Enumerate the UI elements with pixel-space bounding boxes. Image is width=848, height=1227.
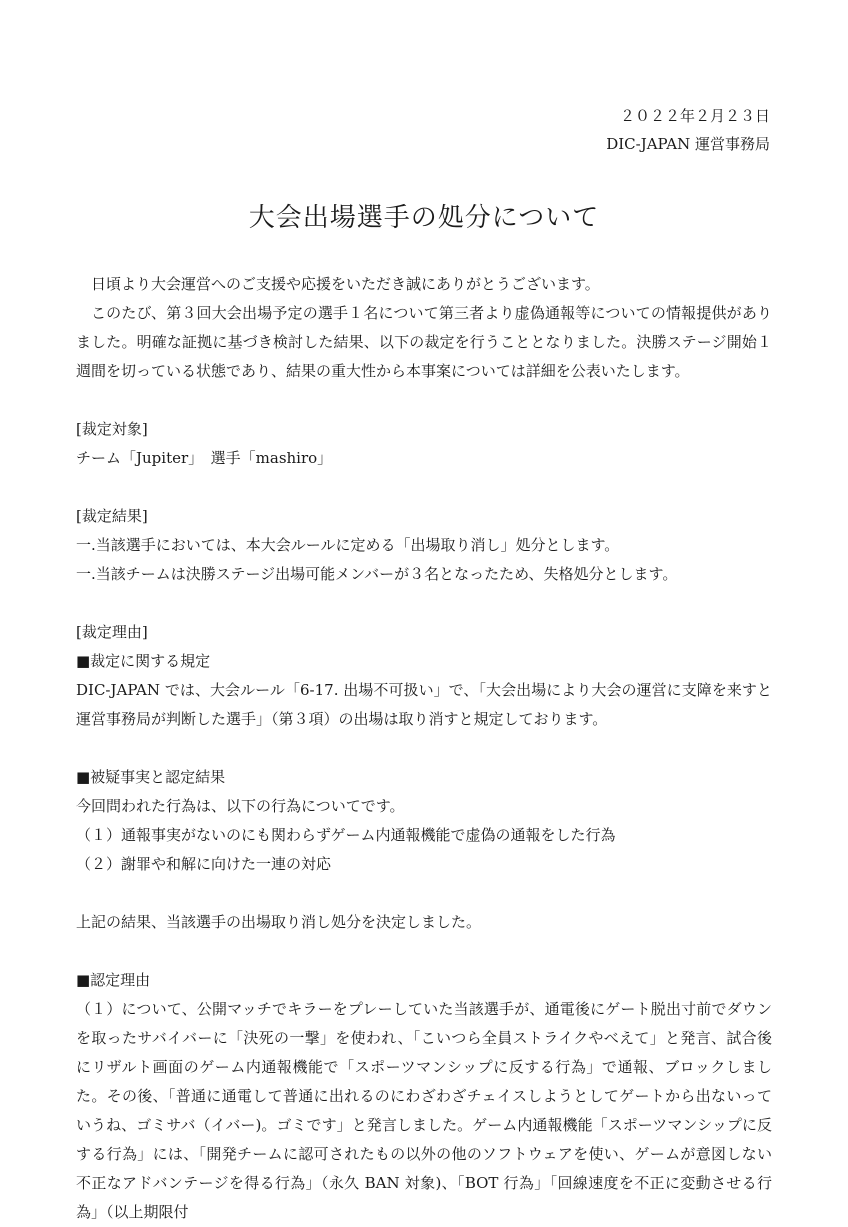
spacer — [76, 473, 772, 502]
spacer — [76, 937, 772, 966]
spacer — [76, 589, 772, 618]
result-item: 一.当該チームは決勝ステージ出場可能メンバーが３名となったため、失格処分とします。 — [76, 565, 678, 583]
issue-date: ２０２２年２月２３日 — [619, 107, 770, 125]
result-item: 一.当該選手においては、本大会ルールに定める「出場取り消し」処分とします。 — [76, 536, 620, 554]
intro-paragraph: このたび、第３回大会出場予定の選手１名について第三者より虚偽通報等についての情報提供がありました。明確な証拠に基づき検討した結果、以下の裁定を行うこととなりました。決勝ステージ開始１週間を切っている状態であり、結果の重大性から本事案については詳細を公表いたします。 — [76, 304, 772, 380]
result-heading: [裁定結果] — [76, 507, 148, 525]
issuer-organization: DIC-JAPAN 運営事務局 — [606, 135, 770, 153]
document-header — [76, 102, 772, 158]
facts-heading: ■被疑事実と認定結果 — [76, 768, 226, 786]
facts-lead: 今回問われた行為は、以下の行為についてです。 — [76, 797, 405, 815]
rules-heading: ■裁定に関する規定 — [76, 652, 211, 670]
spacer — [76, 879, 772, 908]
spacer — [76, 386, 772, 415]
grounds-text: （１）について、公開マッチでキラーをプレーしていた当該選手が、通電後にゲート脱出寸前でダウンを取ったサバイバーに「決死の一撃」を使われ、「こいつら全員ストライクやべえて」と発言、試合後にリザルト画面のゲーム内通報機能で「スポーツマンシップに反する行為」で通報、ブロックしました。その後、「普通に通電して普通に出れるのにわざわざチェイスしようとしてゲートから出ないっていうね、ゴミサバ（イバー)。ゴミです」と発言しました。ゲーム内通報機能「スポーツマンシップに反する行為」には、「開発チームに認可されたもの以外の他のソフトウェアを使い、ゲームが意図しない不正なアドバンテージを得る行為」（永久 BAN 対象)、「BOT 行為」「回線速度を不正に変動させる行為」（以上期限付 — [76, 1000, 772, 1221]
spacer — [76, 734, 772, 763]
rules-text: DIC-JAPAN では、大会ルール「6-17. 出場不可扱い」で、「大会出場により大会の運営に支障を来すと運営事務局が判断した選手」（第３項）の出場は取り消すと規定しております。 — [76, 681, 772, 728]
grounds-heading: ■認定理由 — [76, 971, 151, 989]
facts-item: （２）謝罪や和解に向けた一連の対応 — [76, 855, 332, 873]
facts-conclusion: 上記の結果、当該選手の出場取り消し処分を決定しました。 — [76, 913, 482, 931]
target-heading: [裁定対象] — [76, 420, 148, 438]
document-title: 大会出場選手の処分について — [248, 203, 600, 233]
facts-item: （１）通報事実がないのにも関わらずゲーム内通報機能で虚偽の通報をした行為 — [76, 826, 616, 844]
greeting-paragraph: 日頃より大会運営へのご支援や応援をいただき誠にありがとうございます。 — [91, 275, 600, 293]
target-text: チーム「Jupiter」 選手「mashiro」 — [76, 449, 333, 467]
reason-heading: [裁定理由] — [76, 623, 148, 641]
